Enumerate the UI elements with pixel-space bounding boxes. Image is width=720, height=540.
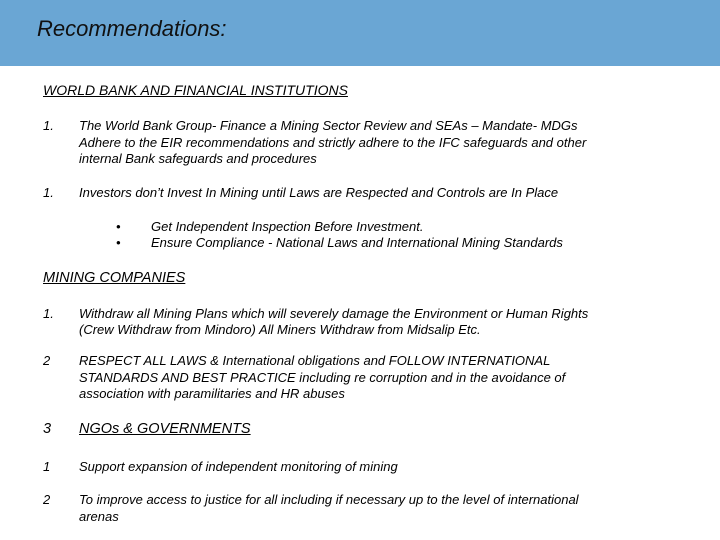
bullet-icon: • — [116, 235, 121, 250]
title-bar — [0, 0, 720, 66]
item-text-line: Investors don’t Invest In Mining until Laws are Respected and Controls are In Place — [79, 185, 559, 200]
item-text-line: To improve access to justice for all including if necessary up to the level of international — [79, 492, 579, 507]
item-number: 1 — [43, 459, 51, 474]
section-heading-world-bank: WORLD BANK AND FINANCIAL INSTITUTIONS — [43, 82, 348, 98]
page-title: Recommendations: — [37, 16, 227, 41]
bullet-icon: • — [116, 219, 121, 234]
item-text-line: (Crew Withdraw from Mindoro) All Miners Withdraw from Midsalip Etc. — [79, 322, 481, 337]
section-heading-ngos: NGOs & GOVERNMENTS — [79, 421, 251, 437]
bullet-text: Get Independent Inspection Before Investment. — [151, 219, 424, 234]
item-text-line: Withdraw all Mining Plans which will severely damage the Environment or Human Rights — [79, 306, 589, 321]
item-number: 2 — [43, 492, 51, 507]
item-text-line: association with paramilitaries and HR abuses — [79, 386, 345, 401]
item-text-line: RESPECT ALL LAWS & International obligations and FOLLOW INTERNATIONAL — [79, 353, 551, 368]
item-text-line: STANDARDS AND BEST PRACTICE including re corruption and in the avoidance of — [79, 369, 566, 385]
item-number: 1. — [43, 306, 54, 321]
item-number: 1. — [43, 118, 54, 133]
section-heading-mining: MINING COMPANIES — [43, 270, 186, 286]
item-text-line: internal Bank safeguards and procedures — [79, 151, 317, 166]
item-text-line: Support expansion of independent monitoring of mining — [79, 459, 398, 474]
section-number: 3 — [43, 421, 52, 437]
item-text-line: The World Bank Group- Finance a Mining Sector Review and SEAs – Mandate- MDGs — [79, 118, 578, 133]
item-number: 1. — [43, 185, 54, 200]
item-text-line: arenas — [79, 509, 119, 524]
item-number: 2 — [43, 353, 51, 368]
bullet-text: Ensure Compliance - National Laws and International Mining Standards — [151, 235, 563, 250]
item-text-line: Adhere to the EIR recommendations and strictly adhere to the IFC safeguards and other — [79, 134, 587, 150]
